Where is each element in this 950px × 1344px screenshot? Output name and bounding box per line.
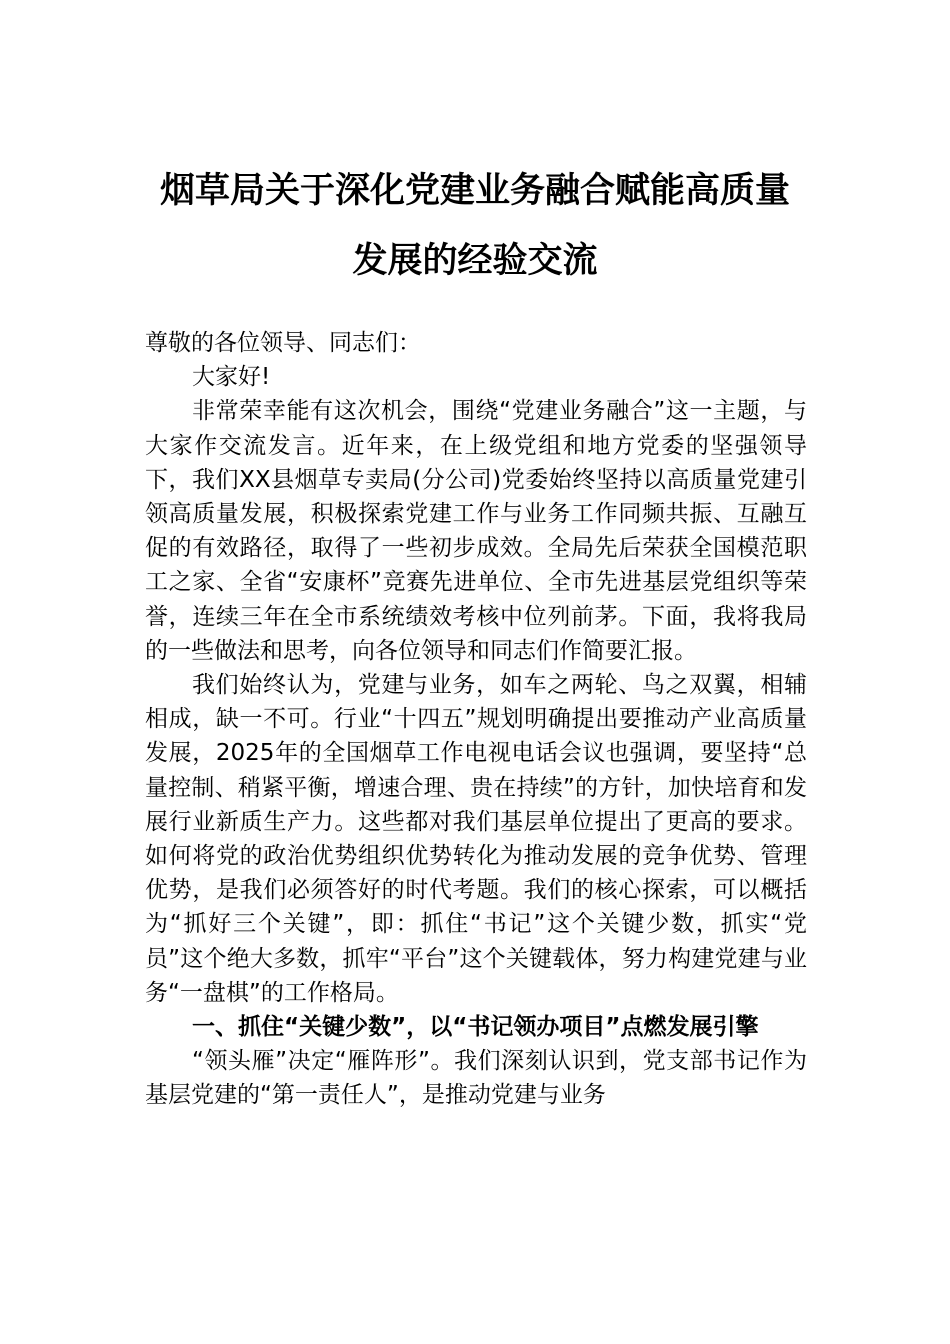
section-1-paragraph: “领头雁”决定“雁阵形”。我们深刻认识到，党支部书记作为基层党建的“第一责任人”，是推动党建与业务 bbox=[145, 1048, 807, 1109]
document-title-line-1: 烟草局关于深化党建业务融合赋能高质量 bbox=[159, 170, 790, 211]
paragraph-core: 我们始终认为，党建与业务，如车之两轮、鸟之双翼，相辅相成，缺一不可。行业“十四五”规划明确提出要推动产业高质量发展，2025年的全国烟草工作电视电话会议也强调，要坚持“总量控制、稍紧平衡，增速合理、贵在持续”的方针，加快培育和发展行业新质生产力。这些都对我们基层单位提出了更高的要求。如何将党的政治优势组织优势转化为推动发展的竞争优势、管理优势，是我们必须答好的时代考题。我们的核心探索，可以概括为“抓好三个关键”，即：抓住“书记”这个关键少数，抓实“党员”这个绝大多数，抓牢“平台”这个关键载体，努力构建党建与业务“一盘棋”的工作格局。 bbox=[145, 672, 807, 1006]
section-heading-1: 一、抓住“关键少数”，以“书记领办项目”点燃发展引擎 bbox=[192, 1014, 759, 1041]
greeting: 大家好! bbox=[192, 364, 271, 391]
salutation: 尊敬的各位领导、同志们： bbox=[145, 330, 421, 356]
document-body bbox=[145, 326, 807, 1113]
paragraph-intro: 非常荣幸能有这次机会，围绕“党建业务融合”这一主题，与大家作交流发言。近年来，在上级党组和地方党委的坚强领导下，我们XX县烟草专卖局(分公司)党委始终坚持以高质量党建引领高质量发展，积极探索党建工作与业务工作同频共振、互融互促的有效路径，取得了一些初步成效。全局先后荣获全国模范职工之家、全省“安康杯”竞赛先进单位、全市先进基层党组织等荣誉，连续三年在全市系统绩效考核中位列前茅。下面，我将我局的一些做法和思考，向各位领导和同志们作简要汇报。 bbox=[145, 398, 807, 664]
document-title-line-2: 发展的经验交流 bbox=[352, 240, 598, 281]
